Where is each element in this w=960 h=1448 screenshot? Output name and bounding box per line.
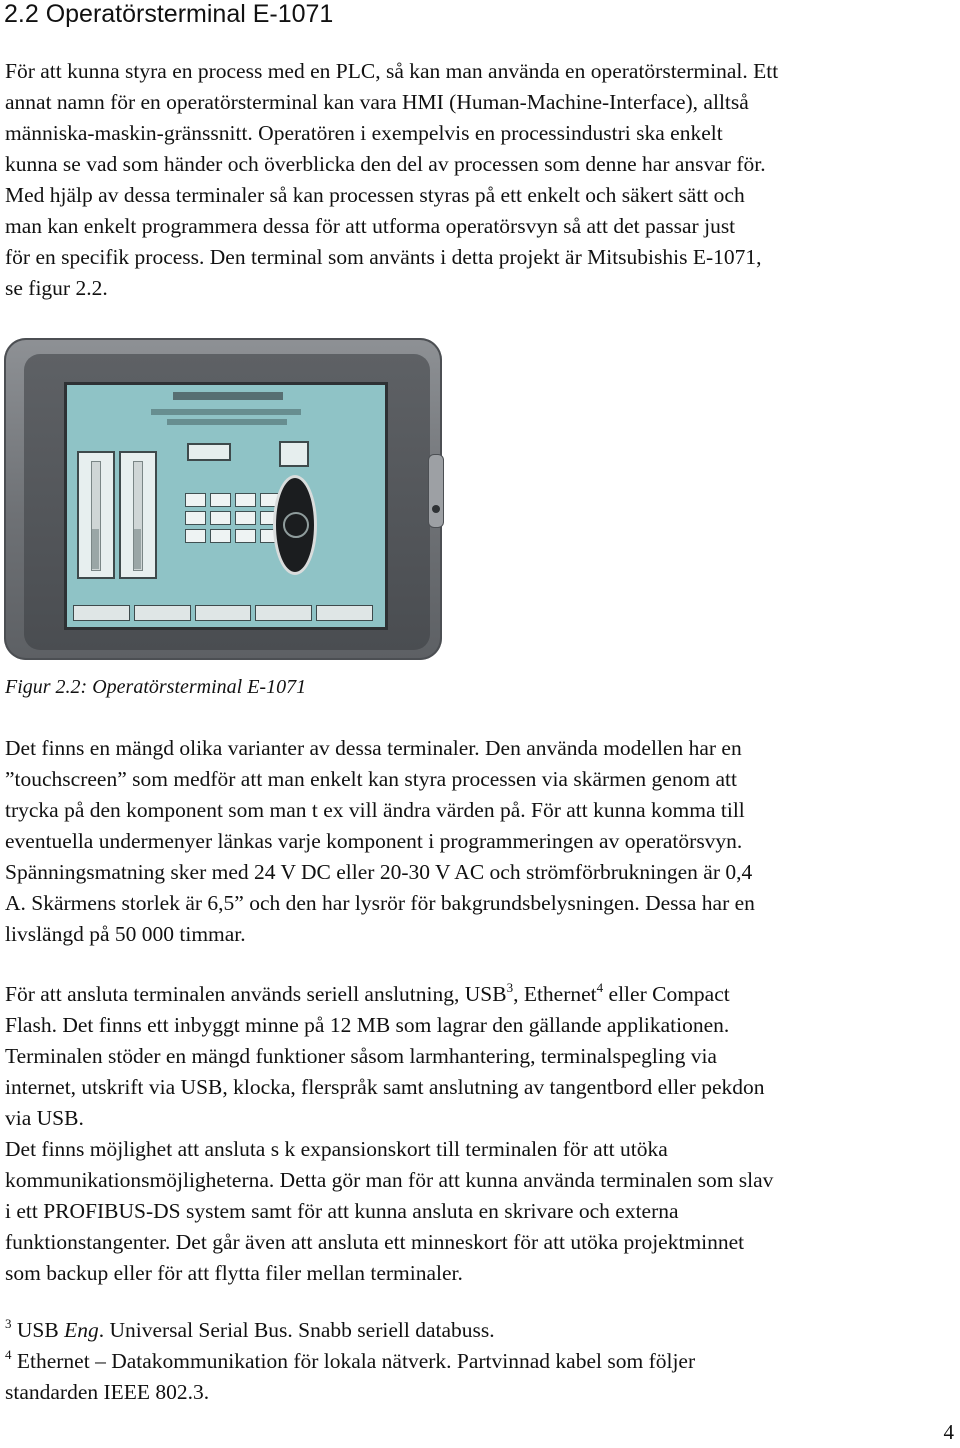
text-line: kommunikationsmöjligheterna. Detta gör man för att kunna använda terminalen som slav: [5, 1168, 774, 1192]
text-line: för en specifik process. Den terminal som använts i detta projekt är Mitsubishis E-1071,: [5, 245, 762, 269]
screen-dial: [273, 475, 317, 575]
terminal-figure: [0, 334, 450, 672]
text-line: Flash. Det finns ett inbyggt minne på 12 MB som lagrar den gällande applikationen.: [5, 1013, 730, 1037]
text-line: För att ansluta terminalen används seriell anslutning, USB$^3$, Ethernet$^4$ eller Compact: [5, 980, 730, 1006]
text-line: via USB.: [5, 1106, 84, 1130]
text-line: se figur 2.2.: [5, 276, 108, 300]
screen-slider: [119, 451, 157, 579]
connectivity-paragraph: [5, 979, 953, 1289]
footnote-4: $^4$ Ethernet – Datakommunikation för lokala nätverk. Partvinnad kabel som följer standarden IEEE 802.3.: [5, 1347, 696, 1404]
screen-subtitle-block: [151, 409, 301, 415]
terminal-screen: [64, 382, 388, 630]
text-line: A. Skärmens storlek är 6,5” och den har lysrör för bakgrundsbelysningen. Dessa har en: [5, 891, 755, 915]
text-line: man kan enkelt programmera dessa för att utforma operatörsvyn så att det passar just: [5, 214, 736, 238]
text-line: som backup eller för att flytta filer mellan terminaler.: [5, 1261, 463, 1285]
figure-caption: Figur 2.2: Operatörsterminal E-1071: [5, 676, 307, 698]
text-line: i ett PROFIBUS-DS system samt för att kunna ansluta en skrivare och externa: [5, 1199, 679, 1223]
page-number: 4: [943, 1420, 954, 1444]
footnote-3: $^3$ USB Eng. Universal Serial Bus. Snabb seriell databuss.: [5, 1316, 495, 1342]
footnote-ref-3: 3: [506, 980, 514, 995]
text-line: funktionstangenter. Det går även att ansluta ett minneskort för att utöka projektminnet: [5, 1230, 745, 1254]
terminal-device-image: [4, 338, 442, 660]
screen-slider: [77, 451, 115, 579]
text-line: Det finns en mängd olika varianter av dessa terminaler. Den använda modellen har en: [5, 736, 742, 760]
screen-keypad: [185, 493, 281, 543]
text-line: ”touchscreen” som medför att man enkelt kan styra processen via skärmen genom att: [5, 767, 737, 791]
footnote-eng: Eng: [64, 1318, 99, 1342]
text-line: Terminalen stöder en mängd funktioner såsom larmhantering, terminalspegling via: [5, 1044, 717, 1068]
text-line: Det finns möjlighet att ansluta s k expansionskort till terminalen för att utöka: [5, 1137, 668, 1161]
text-line: För att kunna styra en process med en PLC, så kan man använda en operatörsterminal. Ett: [5, 59, 779, 83]
screen-subtitle-block: [167, 419, 287, 425]
description-paragraph: [5, 733, 953, 950]
section-heading: 2.2 Operatörsterminal E-1071: [4, 0, 334, 28]
footnote-number: 4: [5, 1347, 12, 1362]
text-line: livslängd på 50 000 timmar.: [5, 922, 246, 946]
footnote-ref-4: 4: [596, 980, 604, 995]
text-line: människa-maskin-gränssnitt. Operatören i exempelvis en processindustri ska enkelt: [5, 121, 723, 145]
screen-indicator-box: [279, 441, 309, 467]
text-line: internet, utskrift via USB, klocka, flerspråk samt anslutning av tangentbord eller pekdon: [5, 1075, 765, 1099]
text-line: annat namn för en operatörsterminal kan vara HMI (Human-Machine-Interface), alltså: [5, 90, 749, 114]
text-line: Spänningsmatning sker med 24 V DC eller 20-30 V AC och strömförbrukningen är 0,4: [5, 860, 753, 884]
text-line: Med hjälp av dessa terminaler så kan processen styras på ett enkelt och säkert sätt och: [5, 183, 745, 207]
screen-value-box: [187, 443, 231, 461]
intro-paragraph: [5, 56, 953, 304]
side-button-icon: [428, 454, 444, 528]
text-line: kunna se vad som händer och överblicka den del av processen som denne har ansvar för.: [5, 152, 766, 176]
text-line: eventuella undermenyer länkas varje komponent i programmeringen av operatörsvyn.: [5, 829, 743, 853]
footnote-number: 3: [5, 1316, 12, 1331]
screen-button-row: [73, 605, 373, 621]
text-line: trycka på den komponent som man t ex vill ändra värden på. För att kunna komma till: [5, 798, 745, 822]
screen-title-block: [173, 392, 283, 400]
